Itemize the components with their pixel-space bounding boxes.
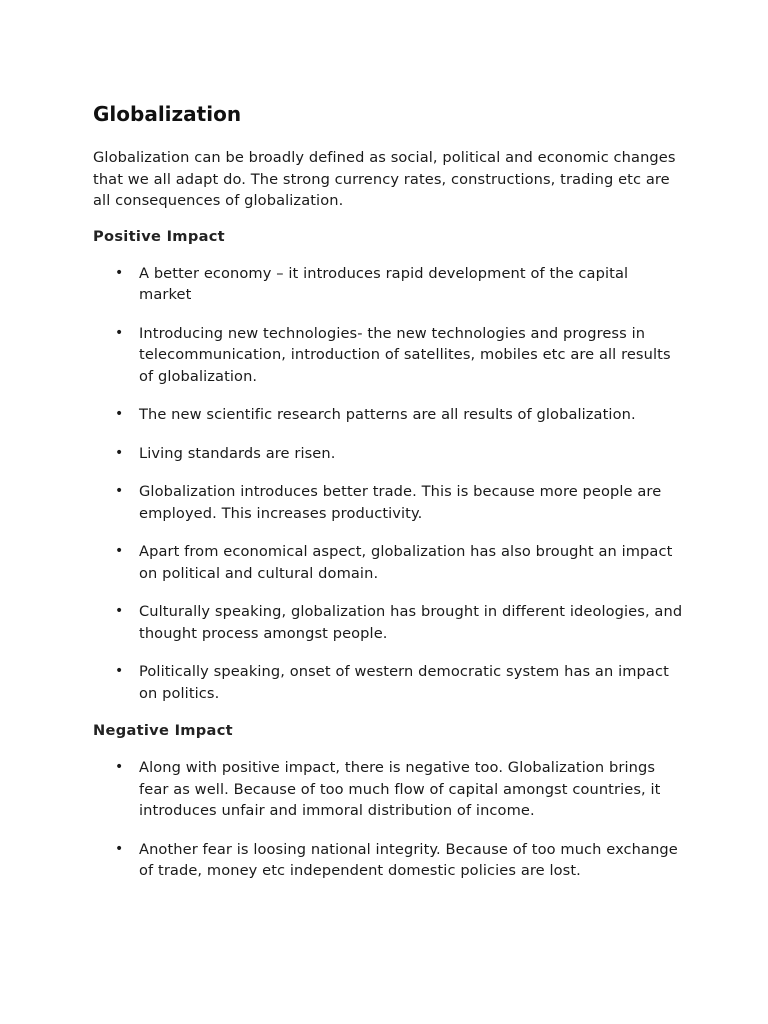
positive-impact-heading: Positive Impact xyxy=(93,227,225,245)
bullet-icon: • xyxy=(115,444,124,461)
bullet-icon: • xyxy=(115,603,124,619)
list-item-text: The new scientific research patterns are all results of globalization. xyxy=(139,406,636,423)
list-item xyxy=(93,757,683,822)
list-item xyxy=(93,601,683,644)
list-item xyxy=(93,323,683,388)
bullet-icon: • xyxy=(115,264,124,281)
list-item xyxy=(93,443,683,465)
list-item xyxy=(93,481,683,524)
bullet-icon: • xyxy=(115,840,124,857)
list-item xyxy=(93,404,683,426)
document-page xyxy=(93,100,683,899)
bullet-icon: • xyxy=(115,324,124,341)
list-item-text: Globalization introduces better trade. This is because more people are employed. This increases productivity. xyxy=(139,483,662,522)
list-item-text: Living standards are risen. xyxy=(139,444,336,462)
negative-impact-list xyxy=(93,757,683,882)
bullet-icon: • xyxy=(115,663,124,679)
bullet-icon: • xyxy=(115,543,124,559)
list-item-text: Introducing new technologies- the new technologies and progress in telecommunication, introduction of satellites, mobiles etc are all results of globalization. xyxy=(139,324,671,385)
list-item xyxy=(93,263,683,306)
list-item-text: Along with positive impact, there is negative too. Globalization brings fear as well. Because of too much flow of capital amongst countries, it introduces unfair and immoral distribution of income. xyxy=(139,759,661,819)
document-title: Globalization xyxy=(93,102,242,126)
list-item xyxy=(93,839,683,882)
positive-impact-list xyxy=(93,263,683,705)
list-item-text: Politically speaking, onset of western democratic system has an impact on politics. xyxy=(139,663,669,702)
list-item-text: Apart from economical aspect, globalization has also brought an impact on political and cultural domain. xyxy=(139,543,673,582)
bullet-icon: • xyxy=(115,759,124,775)
list-item-text: Culturally speaking, globalization has brought in different ideologies, and thought process amongst people. xyxy=(139,603,683,642)
bullet-icon: • xyxy=(115,406,124,422)
list-item xyxy=(93,661,683,704)
negative-impact-heading: Negative Impact xyxy=(93,722,233,739)
list-item xyxy=(93,541,683,584)
list-item-text: Another fear is loosing national integrity. Because of too much exchange of trade, money etc independent domestic policies are lost. xyxy=(139,840,678,879)
intro-paragraph: Globalization can be broadly defined as social, political and economic changes that we all adapt do. The strong currency rates, constructions, trading etc are all consequences of globalization. xyxy=(93,149,676,209)
list-item-text: A better economy – it introduces rapid development of the capital market xyxy=(139,264,629,303)
bullet-icon: • xyxy=(115,483,124,499)
